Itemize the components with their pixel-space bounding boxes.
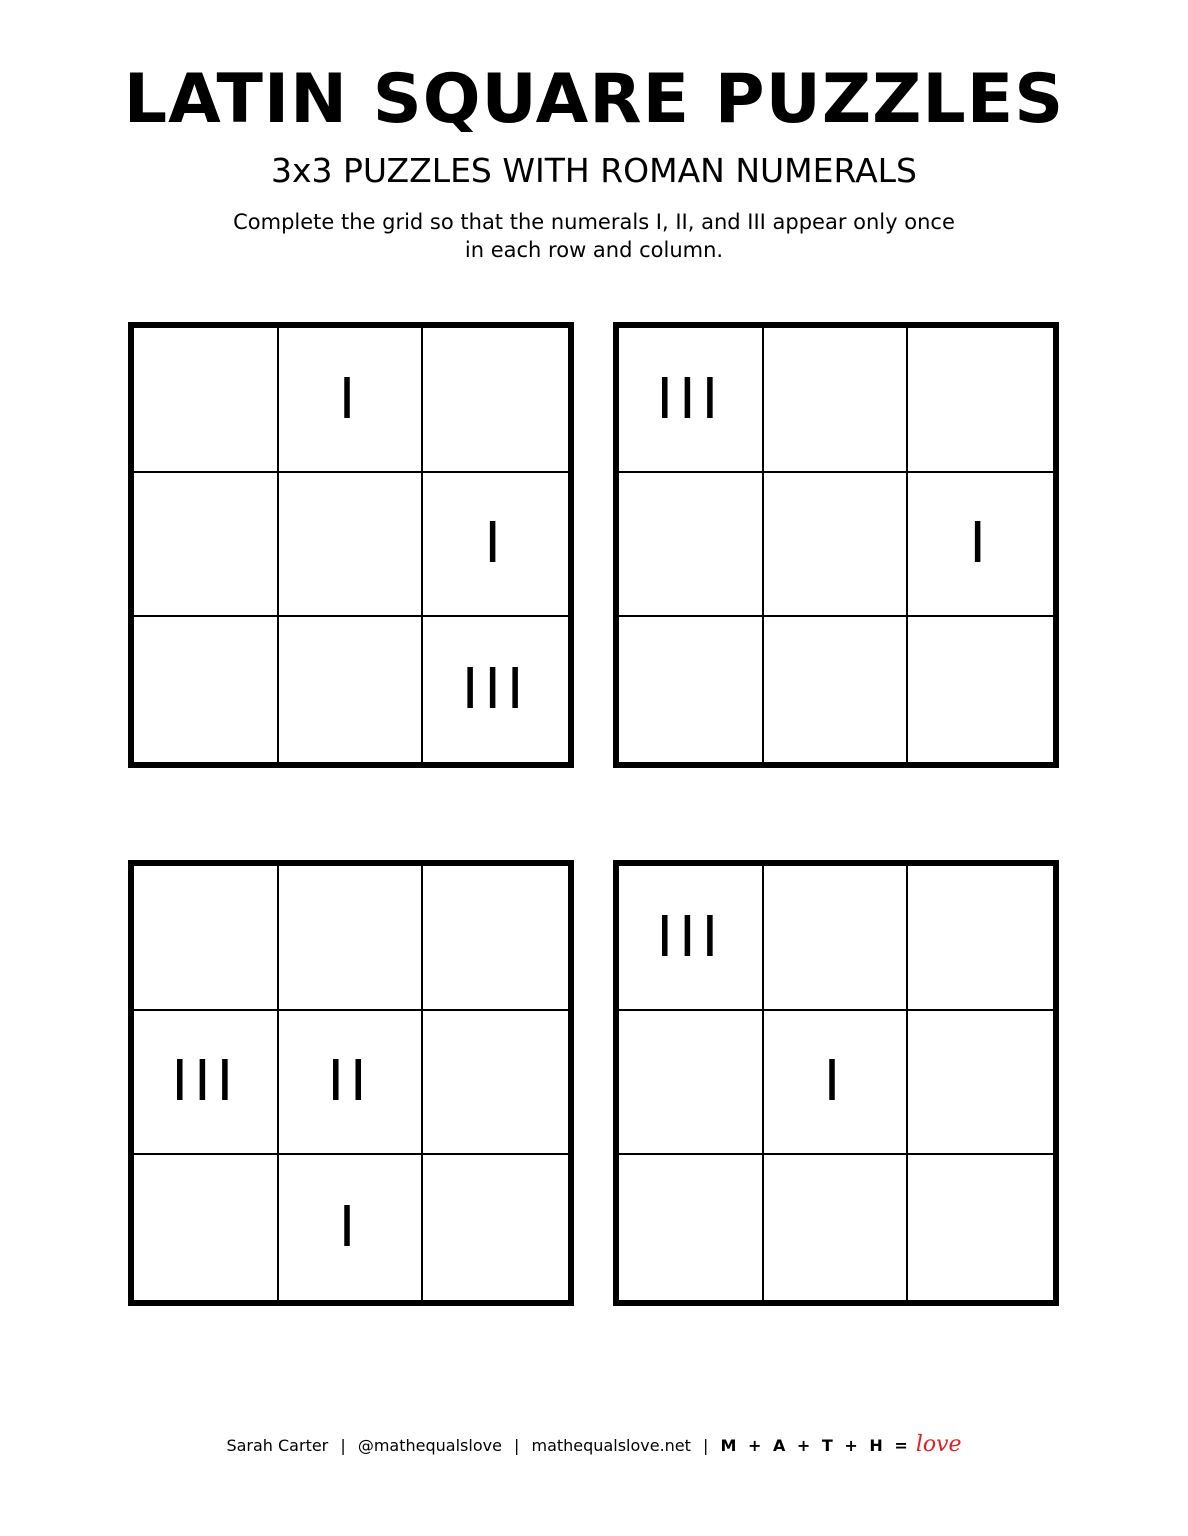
puzzle-cell[interactable] — [764, 328, 909, 473]
puzzle-cell[interactable] — [764, 1155, 909, 1300]
puzzle-cell[interactable]: III — [134, 1011, 279, 1156]
puzzle-cell[interactable] — [619, 617, 764, 762]
page-subtitle: 3x3 PUZZLES WITH ROMAN NUMERALS — [271, 151, 917, 190]
puzzle-cell[interactable] — [423, 1011, 568, 1156]
footer-separator: | — [340, 1436, 346, 1455]
puzzle-cell[interactable]: II — [279, 1011, 424, 1156]
puzzle-cell[interactable] — [619, 1155, 764, 1300]
instructions-line-2: in each row and column. — [464, 238, 724, 262]
puzzle-cell[interactable] — [423, 1155, 568, 1300]
puzzle-cell[interactable] — [279, 866, 424, 1011]
puzzle-grid-3 — [128, 860, 574, 1306]
puzzle-cell[interactable] — [764, 866, 909, 1011]
puzzle-grid-4 — [613, 860, 1059, 1306]
footer-website: mathequalslove.net — [531, 1436, 691, 1455]
instructions — [0, 208, 1188, 264]
puzzle-cell[interactable] — [908, 328, 1053, 473]
instructions-line-1: Complete the grid so that the numerals I, II, and III appear only once — [233, 210, 955, 234]
puzzle-cell[interactable] — [134, 328, 279, 473]
puzzle-grid-1 — [128, 322, 574, 768]
puzzle-cell[interactable] — [423, 328, 568, 473]
puzzle-cell[interactable] — [134, 1155, 279, 1300]
puzzle-cell[interactable] — [423, 866, 568, 1011]
puzzle-cell[interactable] — [279, 473, 424, 618]
footer-author: Sarah Carter — [226, 1436, 329, 1455]
puzzle-cell[interactable] — [619, 1011, 764, 1156]
puzzle-cell[interactable] — [619, 473, 764, 618]
puzzle-cell[interactable]: III — [619, 328, 764, 473]
puzzle-cell[interactable] — [908, 1011, 1053, 1156]
puzzle-cell[interactable] — [134, 473, 279, 618]
puzzle-cell[interactable] — [908, 617, 1053, 762]
puzzle-cell[interactable]: I — [764, 1011, 909, 1156]
puzzle-cell[interactable]: I — [279, 328, 424, 473]
puzzle-cell[interactable]: III — [619, 866, 764, 1011]
puzzle-cell[interactable] — [908, 1155, 1053, 1300]
puzzle-cell[interactable]: III — [461, 657, 530, 723]
puzzle-cell[interactable] — [764, 617, 909, 762]
puzzle-cell[interactable]: I — [279, 1155, 424, 1300]
puzzle-cell[interactable] — [764, 473, 909, 618]
puzzle-cell[interactable] — [908, 866, 1053, 1011]
puzzle-grid-2 — [613, 322, 1059, 768]
footer-handle: @mathequalslove — [357, 1436, 502, 1455]
puzzle-cell[interactable] — [134, 617, 279, 762]
brand-logo: M + A + T + H = — [720, 1436, 911, 1455]
brand-logo-love: love — [915, 1432, 962, 1457]
puzzle-cell[interactable] — [134, 866, 279, 1011]
page-title: LATIN SQUARE PUZZLES — [123, 60, 1065, 139]
footer-separator: | — [703, 1436, 709, 1455]
puzzle-cell[interactable]: I — [423, 473, 568, 618]
puzzle-cell[interactable] — [279, 617, 424, 762]
puzzle-cell[interactable]: I — [908, 473, 1053, 618]
footer-separator: | — [514, 1436, 520, 1455]
footer — [0, 1432, 1188, 1459]
